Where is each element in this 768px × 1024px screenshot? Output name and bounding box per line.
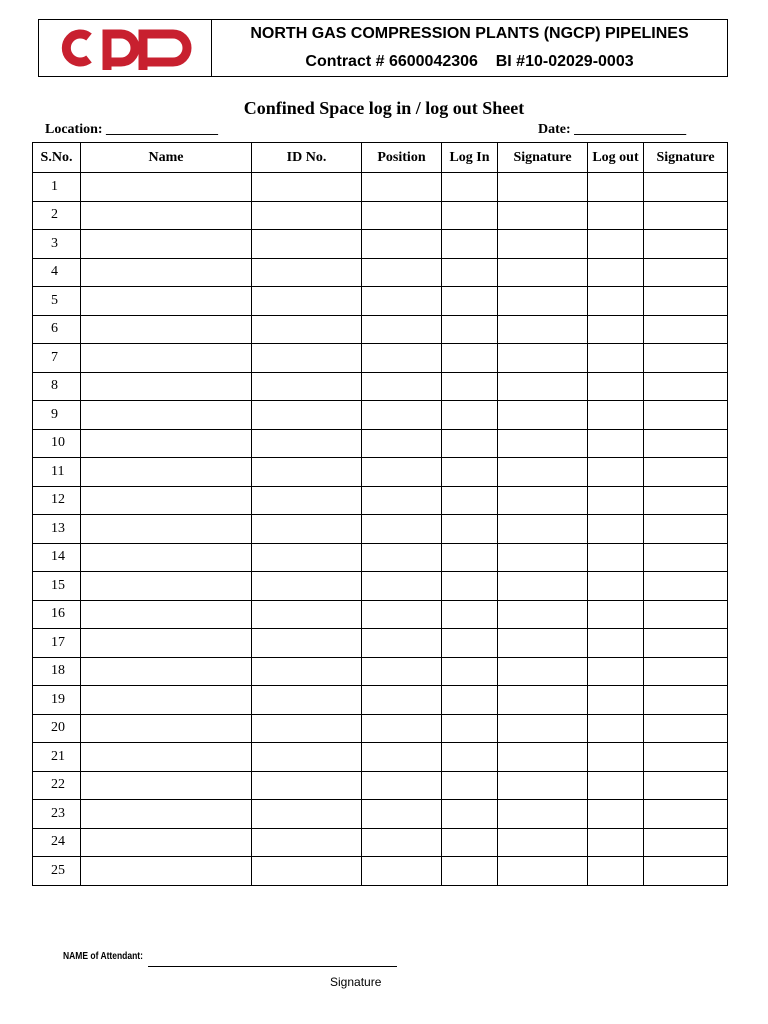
logout-cell[interactable]	[588, 714, 644, 743]
position-cell[interactable]	[362, 258, 442, 287]
signature-out-cell[interactable]	[644, 287, 728, 316]
position-cell[interactable]	[362, 173, 442, 202]
login-cell[interactable]	[442, 771, 498, 800]
position-cell[interactable]	[362, 201, 442, 230]
name-cell[interactable]	[81, 344, 252, 373]
login-cell[interactable]	[442, 429, 498, 458]
name-cell[interactable]	[81, 515, 252, 544]
sheet-title: Confined Space log in / log out Sheet	[243, 98, 525, 118]
row-sno: 14	[33, 543, 81, 572]
col-header-id: ID No.	[252, 143, 362, 173]
row-sno: 7	[33, 344, 81, 373]
row-sno: 15	[33, 572, 81, 601]
name-cell[interactable]	[81, 686, 252, 715]
logout-cell[interactable]	[588, 344, 644, 373]
signature-out-cell[interactable]	[644, 714, 728, 743]
id-cell[interactable]	[252, 828, 362, 857]
table-row	[33, 657, 728, 686]
login-cell[interactable]	[442, 458, 498, 487]
col-header-login: Log In	[442, 143, 498, 173]
logout-cell[interactable]	[588, 486, 644, 515]
logout-cell[interactable]	[588, 771, 644, 800]
row-sno: 1	[33, 173, 81, 202]
logout-cell[interactable]	[588, 657, 644, 686]
row-sno: 13	[33, 515, 81, 544]
row-sno: 20	[33, 714, 81, 743]
logout-cell[interactable]	[588, 287, 644, 316]
id-cell[interactable]	[252, 401, 362, 430]
id-cell[interactable]	[252, 344, 362, 373]
signature-in-cell[interactable]	[498, 743, 588, 772]
position-cell[interactable]	[362, 372, 442, 401]
logo-cell	[39, 20, 212, 76]
position-cell[interactable]	[362, 543, 442, 572]
row-sno: 23	[33, 800, 81, 829]
position-cell[interactable]	[362, 828, 442, 857]
id-cell[interactable]	[252, 743, 362, 772]
name-cell[interactable]	[81, 287, 252, 316]
signature-in-cell[interactable]	[498, 771, 588, 800]
id-cell[interactable]	[252, 287, 362, 316]
signature-out-cell[interactable]	[644, 743, 728, 772]
login-cell[interactable]	[442, 230, 498, 259]
table-row	[33, 429, 728, 458]
login-cell[interactable]	[442, 543, 498, 572]
signature-in-cell[interactable]	[498, 572, 588, 601]
login-cell[interactable]	[442, 258, 498, 287]
row-sno: 17	[33, 629, 81, 658]
signature-out-cell[interactable]	[644, 230, 728, 259]
signature-in-cell[interactable]	[498, 486, 588, 515]
id-cell[interactable]	[252, 258, 362, 287]
logout-cell[interactable]	[588, 201, 644, 230]
row-sno: 3	[33, 230, 81, 259]
name-cell[interactable]	[81, 486, 252, 515]
row-sno: 19	[33, 686, 81, 715]
signature-in-cell[interactable]	[498, 857, 588, 886]
name-cell[interactable]	[81, 173, 252, 202]
login-cell[interactable]	[442, 828, 498, 857]
signature-in-cell[interactable]	[498, 686, 588, 715]
id-cell[interactable]	[252, 771, 362, 800]
position-cell[interactable]	[362, 657, 442, 686]
signature-in-cell[interactable]	[498, 372, 588, 401]
log-table	[32, 142, 728, 886]
name-cell[interactable]	[81, 714, 252, 743]
position-cell[interactable]	[362, 629, 442, 658]
position-cell[interactable]	[362, 714, 442, 743]
table-row	[33, 258, 728, 287]
position-cell[interactable]	[362, 486, 442, 515]
id-cell[interactable]	[252, 686, 362, 715]
logout-cell[interactable]	[588, 629, 644, 658]
signature-in-cell[interactable]	[498, 173, 588, 202]
col-header-name: Name	[81, 143, 252, 173]
table-row	[33, 800, 728, 829]
signature-out-cell[interactable]	[644, 173, 728, 202]
logout-cell[interactable]	[588, 543, 644, 572]
col-header-logout: Log out	[588, 143, 644, 173]
row-sno: 21	[33, 743, 81, 772]
logout-cell[interactable]	[588, 857, 644, 886]
id-cell[interactable]	[252, 600, 362, 629]
signature-in-cell[interactable]	[498, 828, 588, 857]
login-cell[interactable]	[442, 401, 498, 430]
signature-in-cell[interactable]	[498, 515, 588, 544]
name-cell[interactable]	[81, 230, 252, 259]
signature-in-cell[interactable]	[498, 201, 588, 230]
position-cell[interactable]	[362, 600, 442, 629]
signature-out-cell[interactable]	[644, 800, 728, 829]
name-cell[interactable]	[81, 572, 252, 601]
logout-cell[interactable]	[588, 401, 644, 430]
signature-in-cell[interactable]	[498, 429, 588, 458]
logout-cell[interactable]	[588, 429, 644, 458]
table-row	[33, 372, 728, 401]
table-row	[33, 458, 728, 487]
logout-cell[interactable]	[588, 258, 644, 287]
table-row	[33, 287, 728, 316]
logout-cell[interactable]	[588, 515, 644, 544]
row-sno: 22	[33, 771, 81, 800]
table-row	[33, 201, 728, 230]
header-title-line2: Contract # 6600042306 BI #10-02029-0003	[305, 53, 634, 70]
position-cell[interactable]	[362, 344, 442, 373]
name-cell[interactable]	[81, 401, 252, 430]
row-sno: 8	[33, 372, 81, 401]
position-cell[interactable]	[362, 800, 442, 829]
header-title-line1: NORTH GAS COMPRESSION PLANTS (NGCP) PIPELINES	[250, 25, 689, 42]
position-cell[interactable]	[362, 287, 442, 316]
table-row	[33, 315, 728, 344]
table-row	[33, 629, 728, 658]
signature-in-cell[interactable]	[498, 344, 588, 373]
login-cell[interactable]	[442, 572, 498, 601]
login-cell[interactable]	[442, 800, 498, 829]
position-cell[interactable]	[362, 315, 442, 344]
position-cell[interactable]	[362, 401, 442, 430]
signature-out-cell[interactable]	[644, 429, 728, 458]
table-row	[33, 515, 728, 544]
id-cell[interactable]	[252, 857, 362, 886]
header-box	[38, 19, 728, 77]
signature-label: Signature	[330, 975, 382, 989]
name-cell[interactable]	[81, 743, 252, 772]
row-sno: 9	[33, 401, 81, 430]
row-sno: 5	[33, 287, 81, 316]
row-sno: 24	[33, 828, 81, 857]
logout-cell[interactable]	[588, 372, 644, 401]
location-field: Location: ________________	[45, 122, 219, 137]
table-row	[33, 743, 728, 772]
signature-out-cell[interactable]	[644, 344, 728, 373]
table-header-row	[33, 143, 728, 173]
login-cell[interactable]	[442, 629, 498, 658]
signature-out-cell[interactable]	[644, 657, 728, 686]
signature-in-cell[interactable]	[498, 230, 588, 259]
logout-cell[interactable]	[588, 173, 644, 202]
name-cell[interactable]	[81, 800, 252, 829]
table-row	[33, 828, 728, 857]
signature-out-cell[interactable]	[644, 315, 728, 344]
signature-in-cell[interactable]	[498, 657, 588, 686]
id-cell[interactable]	[252, 486, 362, 515]
table-row	[33, 230, 728, 259]
attendant-label: NAME of Attendant:	[63, 951, 143, 962]
row-sno: 18	[33, 657, 81, 686]
signature-in-cell[interactable]	[498, 629, 588, 658]
table-row	[33, 600, 728, 629]
logout-cell[interactable]	[588, 458, 644, 487]
signature-in-cell[interactable]	[498, 543, 588, 572]
id-cell[interactable]	[252, 572, 362, 601]
logout-cell[interactable]	[588, 743, 644, 772]
table-row	[33, 686, 728, 715]
logout-cell[interactable]	[588, 686, 644, 715]
position-cell[interactable]	[362, 230, 442, 259]
signature-out-cell[interactable]	[644, 600, 728, 629]
signature-in-cell[interactable]	[498, 315, 588, 344]
table-row	[33, 173, 728, 202]
name-cell[interactable]	[81, 429, 252, 458]
login-cell[interactable]	[442, 686, 498, 715]
name-cell[interactable]	[81, 543, 252, 572]
name-cell[interactable]	[81, 315, 252, 344]
signature-out-cell[interactable]	[644, 372, 728, 401]
position-cell[interactable]	[362, 458, 442, 487]
position-cell[interactable]	[362, 429, 442, 458]
name-cell[interactable]	[81, 828, 252, 857]
id-cell[interactable]	[252, 201, 362, 230]
name-cell[interactable]	[81, 629, 252, 658]
company-logo	[55, 26, 195, 70]
login-cell[interactable]	[442, 486, 498, 515]
col-header-position: Position	[362, 143, 442, 173]
name-cell[interactable]	[81, 201, 252, 230]
signature-out-cell[interactable]	[644, 515, 728, 544]
row-sno: 25	[33, 857, 81, 886]
position-cell[interactable]	[362, 857, 442, 886]
attendant-signature-line	[148, 966, 397, 967]
signature-out-cell[interactable]	[644, 828, 728, 857]
table-row	[33, 401, 728, 430]
login-cell[interactable]	[442, 515, 498, 544]
login-cell[interactable]	[442, 315, 498, 344]
login-cell[interactable]	[442, 344, 498, 373]
signature-out-cell[interactable]	[644, 771, 728, 800]
row-sno: 2	[33, 201, 81, 230]
logout-cell[interactable]	[588, 800, 644, 829]
id-cell[interactable]	[252, 315, 362, 344]
signature-out-cell[interactable]	[644, 629, 728, 658]
name-cell[interactable]	[81, 258, 252, 287]
signature-in-cell[interactable]	[498, 401, 588, 430]
login-cell[interactable]	[442, 743, 498, 772]
signature-in-cell[interactable]	[498, 458, 588, 487]
logout-cell[interactable]	[588, 315, 644, 344]
col-header-signature-out: Signature	[644, 143, 728, 173]
logout-cell[interactable]	[588, 572, 644, 601]
signature-out-cell[interactable]	[644, 258, 728, 287]
logout-cell[interactable]	[588, 230, 644, 259]
name-cell[interactable]	[81, 771, 252, 800]
position-cell[interactable]	[362, 686, 442, 715]
table-row	[33, 543, 728, 572]
signature-out-cell[interactable]	[644, 458, 728, 487]
signature-out-cell[interactable]	[644, 201, 728, 230]
login-cell[interactable]	[442, 714, 498, 743]
row-sno: 11	[33, 458, 81, 487]
log-table-body	[33, 173, 728, 886]
id-cell[interactable]	[252, 230, 362, 259]
login-cell[interactable]	[442, 173, 498, 202]
login-cell[interactable]	[442, 657, 498, 686]
signature-out-cell[interactable]	[644, 401, 728, 430]
id-cell[interactable]	[252, 629, 362, 658]
row-sno: 4	[33, 258, 81, 287]
position-cell[interactable]	[362, 572, 442, 601]
name-cell[interactable]	[81, 600, 252, 629]
col-header-signature-in: Signature	[498, 143, 588, 173]
login-cell[interactable]	[442, 600, 498, 629]
logout-cell[interactable]	[588, 600, 644, 629]
id-cell[interactable]	[252, 657, 362, 686]
login-cell[interactable]	[442, 857, 498, 886]
row-sno: 16	[33, 600, 81, 629]
row-sno: 12	[33, 486, 81, 515]
signature-out-cell[interactable]	[644, 486, 728, 515]
signature-in-cell[interactable]	[498, 287, 588, 316]
signature-out-cell[interactable]	[644, 543, 728, 572]
login-cell[interactable]	[442, 201, 498, 230]
name-cell[interactable]	[81, 458, 252, 487]
table-row	[33, 714, 728, 743]
position-cell[interactable]	[362, 743, 442, 772]
header-title	[212, 20, 727, 76]
name-cell[interactable]	[81, 372, 252, 401]
id-cell[interactable]	[252, 543, 362, 572]
login-cell[interactable]	[442, 287, 498, 316]
signature-in-cell[interactable]	[498, 600, 588, 629]
signature-in-cell[interactable]	[498, 714, 588, 743]
position-cell[interactable]	[362, 515, 442, 544]
id-cell[interactable]	[252, 372, 362, 401]
signature-in-cell[interactable]	[498, 800, 588, 829]
id-cell[interactable]	[252, 714, 362, 743]
table-row	[33, 486, 728, 515]
logout-cell[interactable]	[588, 828, 644, 857]
table-row	[33, 572, 728, 601]
login-cell[interactable]	[442, 372, 498, 401]
signature-in-cell[interactable]	[498, 258, 588, 287]
signature-out-cell[interactable]	[644, 572, 728, 601]
row-sno: 10	[33, 429, 81, 458]
row-sno: 6	[33, 315, 81, 344]
id-cell[interactable]	[252, 429, 362, 458]
col-header-sno: S.No.	[33, 143, 81, 173]
name-cell[interactable]	[81, 657, 252, 686]
signature-out-cell[interactable]	[644, 686, 728, 715]
table-row	[33, 771, 728, 800]
signature-out-cell[interactable]	[644, 857, 728, 886]
table-row	[33, 857, 728, 886]
name-cell[interactable]	[81, 857, 252, 886]
id-cell[interactable]	[252, 458, 362, 487]
date-field: Date: ________________	[538, 122, 687, 137]
id-cell[interactable]	[252, 800, 362, 829]
id-cell[interactable]	[252, 173, 362, 202]
id-cell[interactable]	[252, 515, 362, 544]
table-row	[33, 344, 728, 373]
position-cell[interactable]	[362, 771, 442, 800]
